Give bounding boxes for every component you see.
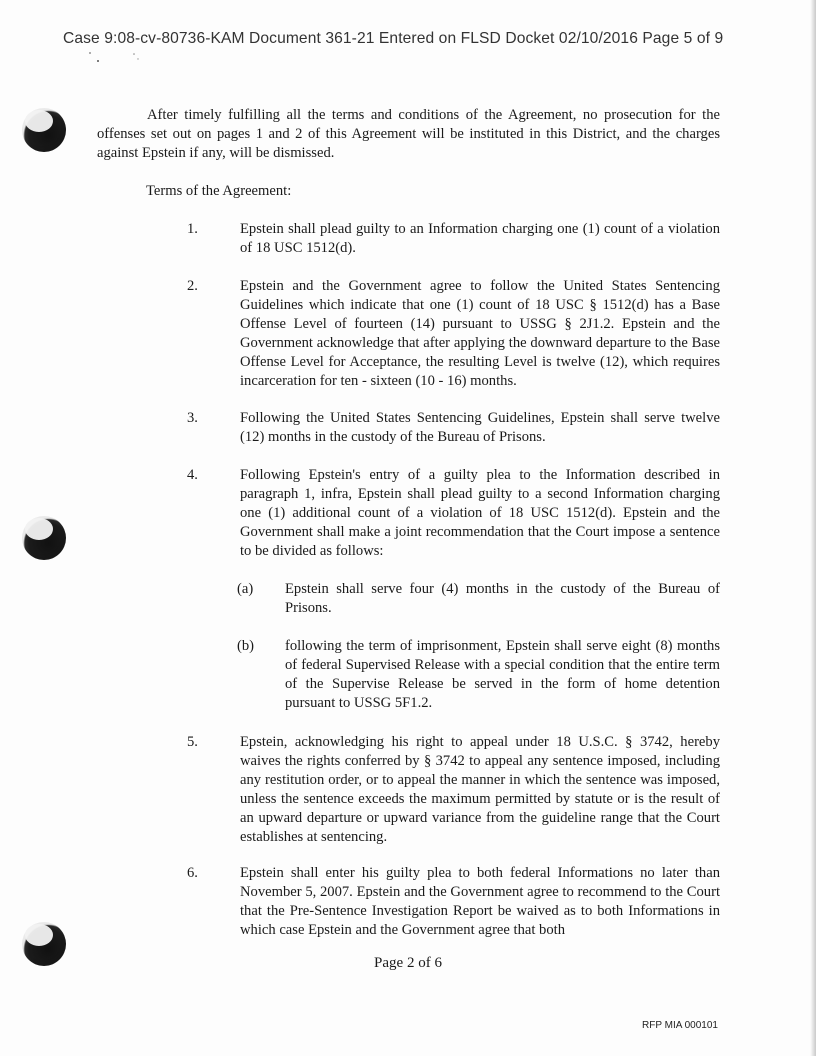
sub-item — [237, 637, 720, 713]
term-item — [187, 220, 720, 258]
sub-item-text: following the term of imprisonment, Epstein shall serve eight (8) months of federal Supervised Release with a special condition that the entire term of the Supervise Release be served in the form of home detention pursuant to USSG 5F1.2. — [285, 638, 720, 711]
page-edge-shadow — [810, 0, 816, 1056]
term-number: 2. — [187, 278, 198, 294]
sub-item-text: Epstein shall serve four (4) months in the custody of the Bureau of Prisons. — [285, 581, 720, 616]
sub-item-letter: (a) — [237, 581, 254, 597]
case-header: Case 9:08-cv-80736-KAM Document 361-21 Entered on FLSD Docket 02/10/2016 Page 5 of 9 — [63, 30, 724, 47]
term-text: Epstein shall plead guilty to an Information charging one (1) count of a violation of 18 USC 1512(d). — [240, 221, 720, 256]
term-item — [187, 733, 720, 847]
term-text: Epstein, acknowledging his right to appeal under 18 U.S.C. § 3742, hereby waives the rights conferred by § 3742 to appeal any sentence imposed, including any restitution order, or to appeal the manner in which the sentence was imposed, unless the sentence exceeds the maximum permitted by statute or is the result of an upward departure or upward variance from the guideline range that the Court establishes at sentencing. — [240, 734, 720, 845]
binder-hole-middle — [22, 516, 66, 560]
bates-number: RFP MIA 000101 — [642, 1020, 718, 1031]
term-number: 5. — [187, 734, 198, 750]
sub-item — [237, 580, 720, 618]
intro-paragraph: After timely fulfilling all the terms and conditions of the Agreement, no prosecution for the offenses set out on pages 1 and 2 of this Agreement will be instituted in this District, and the charges against Epstein if any, will be dismissed. — [97, 107, 720, 161]
terms-heading: Terms of the Agreement: — [146, 183, 292, 199]
term-number: 4. — [187, 467, 198, 483]
sub-item-letter: (b) — [237, 638, 255, 654]
term-number: 3. — [187, 410, 198, 426]
term-item — [187, 277, 720, 391]
term-number: 1. — [187, 221, 198, 237]
term-item — [187, 409, 720, 447]
term-number: 6. — [187, 865, 198, 881]
term-text: Following the United States Sentencing Guidelines, Epstein shall serve twelve (12) months in the custody of the Bureau of Prisons. — [240, 410, 720, 445]
term-text: Following Epstein's entry of a guilty plea to the Information described in paragraph 1, infra, Epstein shall plead guilty to a second Information charging one (1) additional count of a violation of 18 USC 1512(d). Epstein and the Government shall make a joint recommendation that the Court impose a sentence to be divided as follows: — [240, 467, 720, 559]
binder-hole-top — [22, 108, 66, 152]
term-text: Epstein and the Government agree to follow the United States Sentencing Guidelines which indicate that one (1) count of 18 USC § 1512(d) has a Base Offense Level of fourteen (14) pursuant to USSG § 2J1.2. Epstein and the Government acknowledge that after applying the downward departure to the Base Offense Level for Acceptance, the resulting Level is twelve (12), which requires incarceration for ten - sixteen (10 - 16) months. — [240, 278, 720, 389]
term-item — [187, 864, 720, 940]
term-item — [187, 466, 720, 561]
page-number: Page 2 of 6 — [374, 955, 442, 971]
scan-specks — [88, 50, 148, 70]
term-text: Epstein shall enter his guilty plea to both federal Informations no later than November 5, 2007. Epstein and the Government agree to recommend to the Court that the Pre-Sentence Investigation Report be waived as to both Informations in which case Epstein and the Government agree that both — [240, 865, 720, 938]
